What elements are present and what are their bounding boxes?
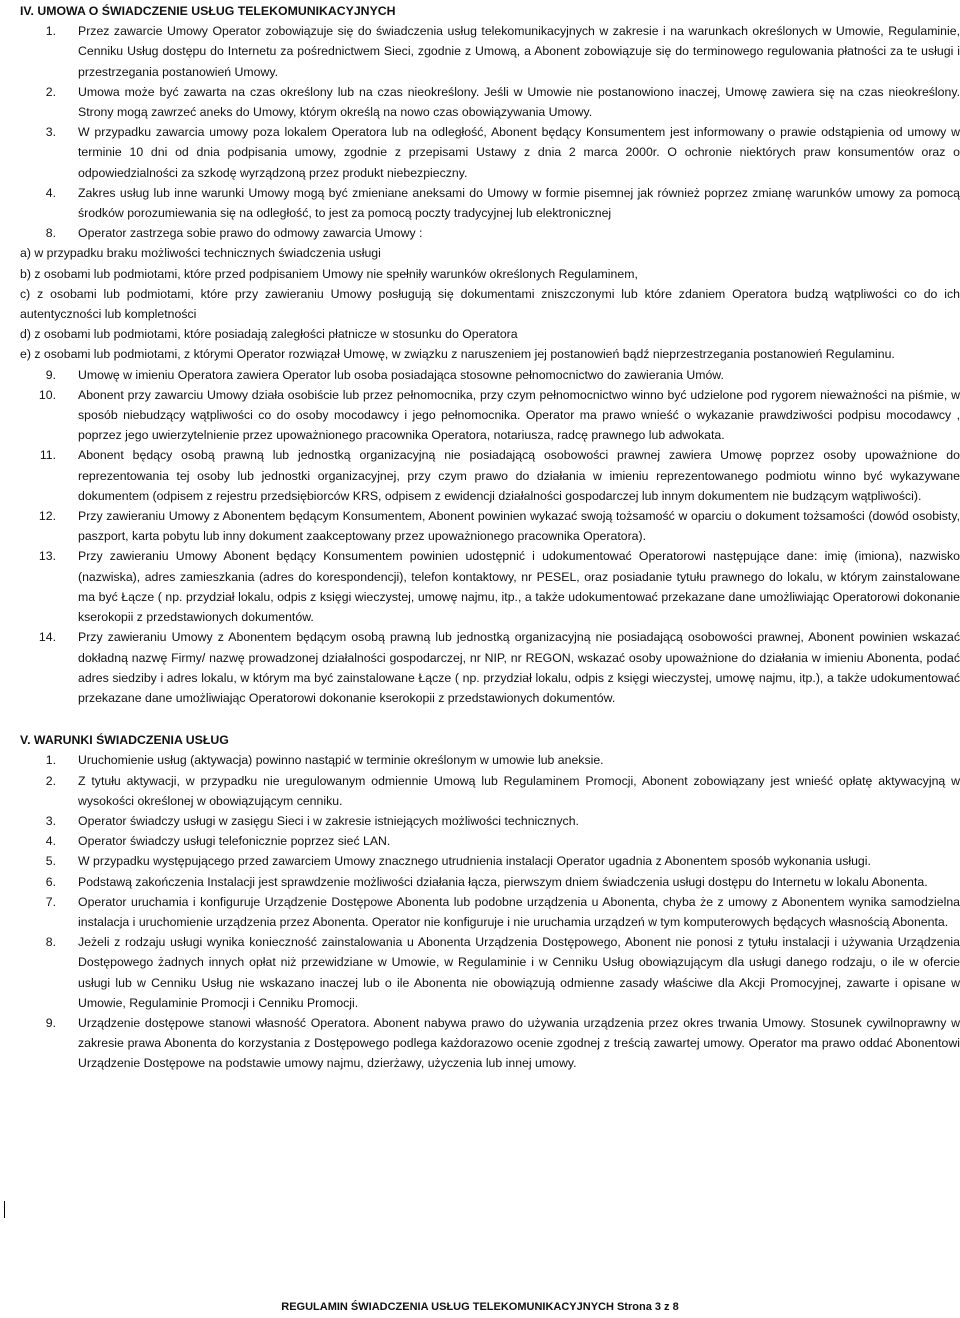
item-number: 2. — [45, 84, 56, 99]
list-item — [20, 183, 960, 223]
list-item — [20, 546, 960, 627]
item-number: 6. — [45, 874, 56, 889]
item-text: Abonent będący osobą prawną lub jednostką organizacyjną nie posiadającą osobowości prawnej zawiera Umowę poprzez osoby upoważnione do reprezentowania tej osoby lub jednostki organizacyjnej, przy czym prawo do działania w imieniu reprezentowanego podmiotu winno być wykazywane dokumentem (odpisem z rejestru przedsiębiorców KRS, odpisem z ewidencji działalności gospodarczej lub innym dokumentem nie budzącym wątpliwości). — [78, 448, 960, 503]
item-text: Operator świadczy usługi w zasięgu Sieci i w zakresie istniejących możliwości technicznych. — [78, 813, 579, 828]
list-item — [20, 445, 960, 506]
item-number: 8. — [45, 226, 56, 241]
list-item — [20, 385, 960, 446]
item-text: Podstawą zakończenia Instalacji jest sprawdzenie możliwości działania łącza, pierwszym dniem świadczenia usługi dostępu do Internetu w lokalu Abonenta. — [78, 874, 928, 889]
sublist-item: a) w przypadku braku możliwości technicznych świadczenia usługi — [20, 246, 381, 261]
item-number: 5. — [45, 854, 56, 869]
list-item — [20, 811, 960, 831]
item-number: 1. — [45, 24, 56, 39]
item-text: Z tytułu aktywacji, w przypadku nie uregulowanym odmiennie Umową lub Regulaminem Promocji, Abonent zobowiązany jest wnieść opłatę aktywacyjną w wysokości określonej w obowiązującym cenniku. — [78, 773, 960, 808]
section-v-heading: V. WARUNKI ŚWIADCZENIA USŁUG — [20, 733, 229, 748]
page-footer: REGULAMIN ŚWIADCZENIA USŁUG TELEKOMUNIKACYJNYCH Strona 3 z 8 — [281, 1301, 679, 1313]
refusal-sublist — [20, 243, 960, 364]
list-item — [20, 122, 960, 183]
item-text: Operator świadczy usługi telefonicznie poprzez sieć LAN. — [78, 834, 391, 849]
list-item — [20, 82, 960, 122]
item-text: Przez zawarcie Umowy Operator zobowiązuje się do świadczenia usług telekomunikacyjnych w zakresie i na warunkach określonych w Umowie, Regulaminie, Cenniku Usług dostępu do Internetu za pośrednictwem Sieci, zgodnie z Umową, a Abonent zobowiązuje się do terminowego regulowania płatności za te usługi i przestrzegania postanowień Umowy. — [78, 24, 960, 79]
section-iv-list-continued — [20, 365, 960, 708]
item-number: 4. — [45, 185, 56, 200]
item-text: Abonent przy zawarciu Umowy działa osobiście lub przez pełnomocnika, przy czym pełnomocnictwo winno być udzielone pod rygorem nieważności na piśmie, w sposób niebudzący wątpliwości co do osoby mocodawcy i jego pełnomocnika. Operator ma prawo wnieść o wykazanie prawdziwości podpisu mocodawcy , poprzez jego uwierzytelnienie przez upoważnionego pracownika Operatora, notariusza, radcę prawnego lub adwokata. — [78, 387, 960, 443]
list-item — [20, 771, 960, 811]
item-number: 7. — [45, 894, 56, 909]
item-number: 11. — [39, 448, 56, 463]
item-number: 14. — [38, 630, 56, 645]
list-item — [20, 851, 960, 871]
item-number: 9. — [45, 367, 56, 382]
sublist-item: c) z osobami lub podmiotami, które przy zawieraniu Umowy posługują się dokumentami zniszczonymi lub które zdaniem Operatora budzą wątpliwości co do ich autentyczności lub kompletności — [20, 286, 960, 322]
item-text: Umowę w imieniu Operatora zawiera Operator lub osoba posiadająca stosowne pełnomocnictwo do zawierania Umów. — [78, 367, 724, 382]
item-number: 3. — [45, 125, 56, 140]
item-number: 13. — [38, 549, 56, 564]
item-text: Jeżeli z rodzaju usługi wynika konieczność zainstalowania u Abonenta Urządzenia Dostępowego, Abonent nie ponosi z tytułu instalacji i używania Urządzenia Dostępowego żadnych innych opłat niż przewidziane w Umowie, w Regulaminie i w Cenniku Usług obowiązującym dla usługi danego rodzaju, o ile w ofercie usługi lub w Cenniku Usług nie wskazano inaczej lub o ile Abonenta nie obowiązują odmienne zasady właściwe dla Akcji Promocyjnej, zawarte i opisane w Umowie, Regulaminie Promocji i Cenniku Promocji. — [78, 935, 960, 1010]
sublist-item: e) z osobami lub podmiotami, z którymi Operator rozwiązał Umowę, w związku z naruszeniem jej postanowień bądź nieprzestrzegania postanowień Regulaminu. — [20, 347, 895, 362]
document-content — [20, 1, 960, 1074]
item-text: Przy zawieraniu Umowy z Abonentem będącym osobą prawną lub jednostką organizacyjną nie posiadającą osobowości prawnej, Abonent powinien wskazać dokładną nazwę Firmy/ nazwę prowadzonej działalności gospodarczej, nr NIP, nr REGON, wskazać osoby upoważnione do działania w imieniu Abonenta, podać adres siedziby i adres lokalu, w którym ma być zainstalowane Łącze ( np. przydział lokalu, odpis z księgi wieczystej, umowę najmu, itp.), a także udokumentować przekazane dane umożliwiając Operatorowi dokonanie kserokopii z przedstawionych dokumentów. — [78, 630, 960, 705]
item-number: 10. — [38, 387, 56, 402]
list-item — [20, 506, 960, 546]
item-text: W przypadku występującego przed zawarciem Umowy znacznego utrudnienia instalacji Operator ugadnia z Abonentem sposób wykonania usługi. — [78, 854, 871, 869]
item-number: 8. — [45, 935, 56, 950]
list-item — [20, 21, 960, 82]
list-item — [20, 627, 960, 708]
list-item — [20, 365, 960, 385]
list-item — [20, 750, 960, 770]
item-text: Przy zawieraniu Umowy z Abonentem będącym Konsumentem, Abonent powinien wykazać swoją tożsamość w oparciu o dokument tożsamości (dowód osobisty, paszport, karta pobytu lub inny dokument zaakceptowany przez upoważnionego pracownika Operatora). — [78, 509, 960, 544]
item-number: 3. — [45, 813, 56, 828]
item-number: 2. — [45, 773, 56, 788]
section-iv-list — [20, 21, 960, 243]
item-text: Urządzenie dostępowe stanowi własność Operatora. Abonent nabywa prawo do używania urządzenia przez okres trwania Umowy. Stosunek cywilnoprawny w zakresie prawa Abonenta do korzystania z Dostępowego podlega każdorazowo ocenie zgodnej z treścią zawartej umowy. Operator ma prawo oddać Abonentowi Urządzenie Dostępowe na podstawie umowy najmu, dzierżawy, użyczenia lub innej umowy. — [78, 1015, 960, 1071]
item-text: Uruchomienie usług (aktywacja) powinno nastąpić w terminie określonym w umowie lub aneksie. — [78, 753, 604, 768]
list-item — [20, 1013, 960, 1074]
list-item — [20, 892, 960, 932]
item-text: Operator zastrzega sobie prawo do odmowy zawarcia Umowy : — [78, 226, 423, 241]
item-text: Operator uruchamia i konfiguruje Urządzenie Dostępowe Abonenta lub podobne urządzenia u Abonenta, chyba że z umowy z Abonentem wynika samodzielna instalacja i uruchomienie urządzenia przez Abonenta. Operator nie konfiguruje i nie uruchamia urządzeń w tym komputerowych będących własnością Abonenta. — [78, 894, 960, 929]
sublist-item: d) z osobami lub podmiotami, które posiadają zaległości płatnicze w stosunku do Operatora — [20, 327, 518, 342]
item-text: W przypadku zawarcia umowy poza lokalem Operatora lub na odległość, Abonent będący Konsumentem jest informowany o prawie odstąpienia od umowy w terminie 10 dni od dnia podpisania umowy, zgodnie z przepisami Ustawy z dnia 2 marca 2000r. O ochronie niektórych praw konsumentów oraz o odpowiedzialności za szkodę wyrządzoną przez produkt niebezpieczny. — [78, 125, 960, 180]
item-number: 4. — [45, 834, 56, 849]
list-item — [20, 872, 960, 892]
section-iv-heading: IV. UMOWA O ŚWIADCZENIE USŁUG TELEKOMUNIKACYJNYCH — [20, 4, 396, 18]
section-v-list — [20, 750, 960, 1073]
item-text: Umowa może być zawarta na czas określony lub na czas nieokreślony. Jeśli w Umowie nie postanowiono inaczej, Umowę zawiera się na czas nieokreślony. Strony mogą zawrzeć aneks do Umowy, którym określą na nowo czas obowiązywania Umowy. — [78, 84, 960, 120]
item-number: 12. — [38, 509, 56, 524]
revision-margin-bar — [4, 1201, 5, 1218]
item-number: 1. — [45, 753, 56, 768]
item-number: 9. — [45, 1015, 56, 1030]
item-text: Zakres usług lub inne warunki Umowy mogą być zmieniane aneksami do Umowy w formie pisemnej jak również poprzez zmianę warunków umowy za pomocą środków porozumiewania się na odległość, to jest za pomocą poczty tradycyjnej lub elektronicznej — [78, 185, 960, 221]
list-item — [20, 932, 960, 1013]
item-text: Przy zawieraniu Umowy Abonent będący Konsumentem powinien udostępnić i udokumentować Operatorowi następujące dane: imię (imiona), nazwisko (nazwiska), adres zamieszkania (adres do korespondencji), telefon kontaktowy, nr PESEL, oraz posiadanie tytułu prawnego do lokalu, w którym zainstalowane ma być Łącze ( np. przydział lokalu, odpis z księgi wieczystej, umowę najmu, itp., a także udokumentować przekazane dane umożliwiając Operatorowi dokonanie kserokopii z przedstawionych dokumentów. — [78, 549, 960, 625]
list-item — [20, 223, 960, 243]
list-item — [20, 831, 960, 851]
sublist-item: b) z osobami lub podmiotami, które przed podpisaniem Umowy nie spełniły warunków określonych Regulaminem, — [20, 266, 638, 281]
